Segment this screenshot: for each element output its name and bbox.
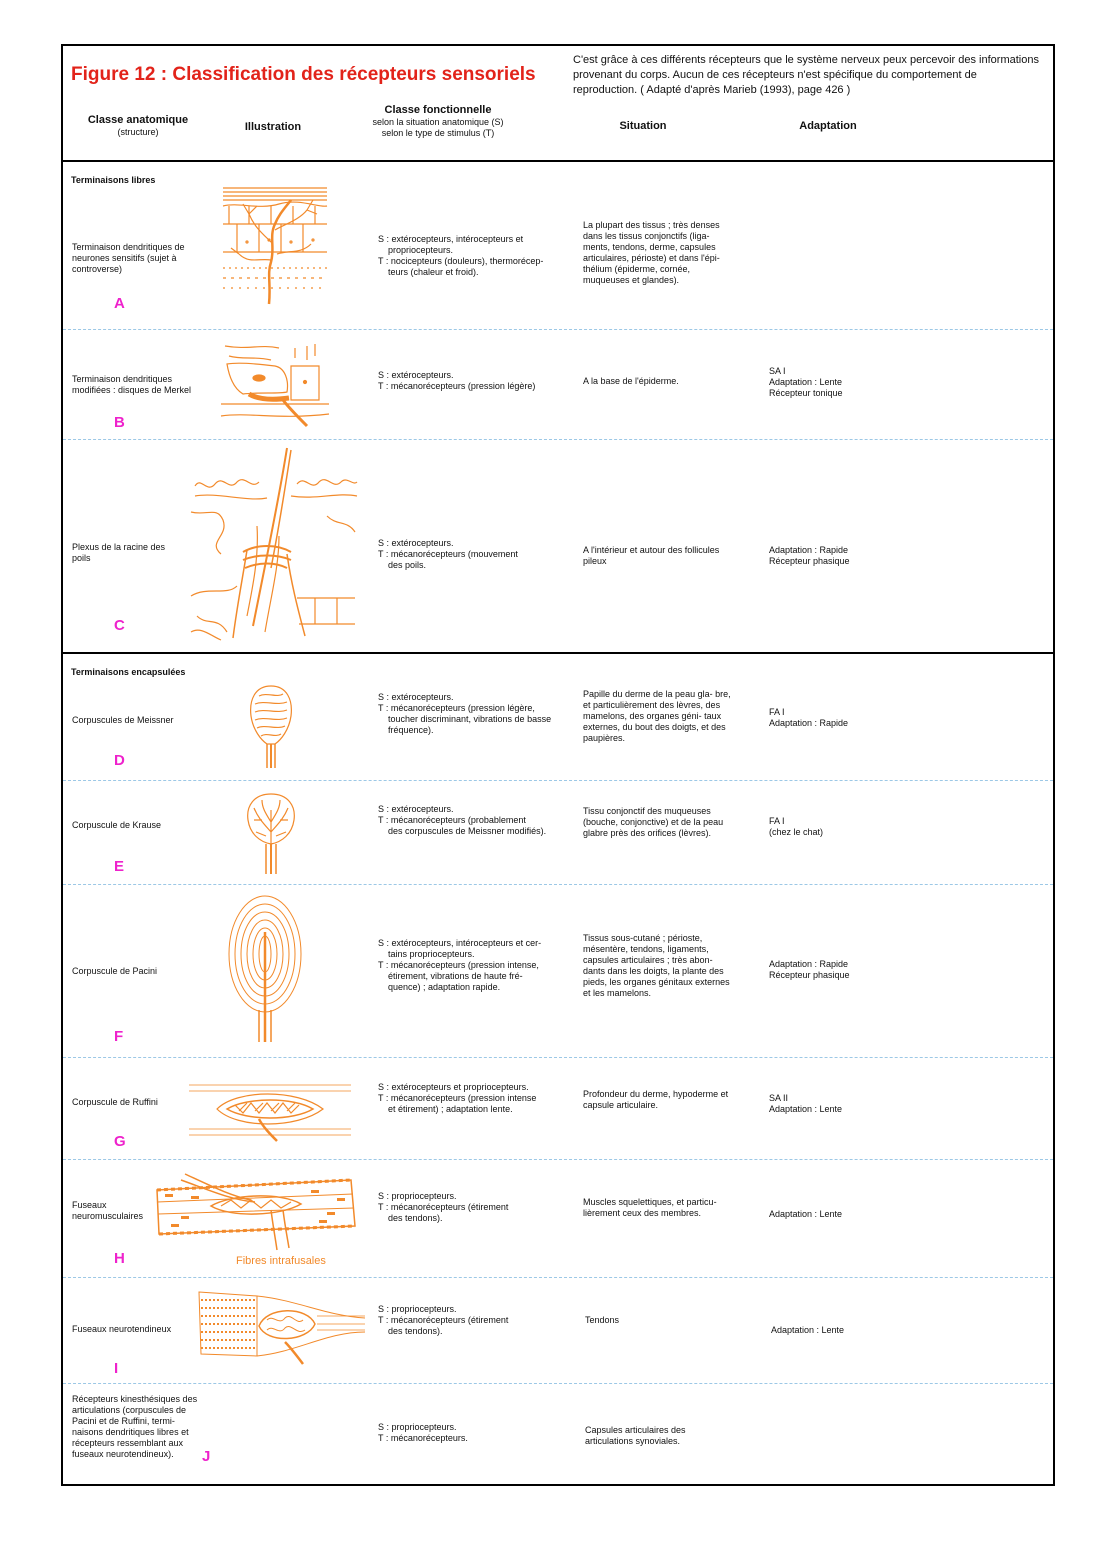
row-separator <box>63 329 1053 330</box>
table-header <box>63 46 1053 162</box>
row-e-t: T : mécanorécepteurs (probablement <box>378 815 526 825</box>
figure-title: Figure 12 : Classification des récepteurs sensoriels <box>71 64 536 85</box>
row-separator <box>63 1383 1053 1384</box>
col-fonc-label: Classe fonctionnelle <box>384 104 492 116</box>
row-c-anat: Plexus de la racine des poils <box>72 542 166 563</box>
row-h-letter: H <box>114 1250 125 1267</box>
row-b-situation: A la base de l'épiderme. <box>583 376 679 386</box>
row-f-t2: étirement, vibrations de haute fré- quence) ; adaptation rapide. <box>388 971 523 992</box>
row-d-s: S : extérocepteurs. <box>378 692 454 702</box>
row-h-adapt-0: Adaptation : Lente <box>769 1209 843 1219</box>
row-g-letter: G <box>114 1133 126 1150</box>
row-j-s: S : propriocepteurs. <box>378 1422 457 1432</box>
row-c-adapt-0: Adaptation : Rapide <box>769 545 849 555</box>
row-b-adapt-1: Adaptation : Lente <box>769 377 843 387</box>
row-d-fonction <box>378 692 553 736</box>
row-f-t: T : mécanorécepteurs (pression intense, <box>378 960 539 970</box>
ruffini-corpuscle-illustration <box>187 1079 353 1143</box>
row-f-adapt-0: Adaptation : Rapide <box>769 959 849 969</box>
row-j-anat: Récepteurs kinesthésiques des articulations (corpuscules de Pacini et de Ruffini, termi- naisons dendritiques libres et récepteurs ressemblant aux fuseaux neurotendineux). <box>72 1394 198 1459</box>
merkel-disc-illustration <box>219 342 331 432</box>
row-e-adapt-1: (chez le chat) <box>769 827 824 837</box>
free-nerve-endings-illustration <box>219 184 331 306</box>
row-d-situation: Papille du derme de la peau gla- bre, et particulièrement des lèvres, des mamelons, des organes géni- taux externes, du bout des doigts, et des paupières. <box>583 689 731 743</box>
meissner-corpuscle-illustration <box>247 684 295 770</box>
row-g-adapt-1: Adaptation : Lente <box>769 1104 843 1114</box>
row-b-adapt-2: Récepteur tonique <box>769 388 843 398</box>
row-f-fonction <box>378 938 553 993</box>
row-d-adapt-1: Adaptation : Rapide <box>769 718 849 728</box>
row-e-fonction <box>378 804 553 837</box>
row-d-t: T : mécanorécepteurs (pression légère, <box>378 703 535 713</box>
row-h-anat: Fuseaux neuromusculaires <box>72 1200 144 1221</box>
pacini-corpuscle-illustration <box>225 892 305 1044</box>
row-c-situation: A l'intérieur et autour des follicules pileux <box>583 545 720 566</box>
row-b-anat: Terminaison dendritiques modifiées : disques de Merkel <box>72 374 192 395</box>
row-a-letter: A <box>114 295 125 312</box>
row-g-t2: et étirement) ; adaptation lente. <box>388 1104 513 1114</box>
row-e-adaptation <box>769 816 899 838</box>
row-separator <box>63 884 1053 885</box>
column-header-illustration: Illustration <box>244 121 302 133</box>
neurotendinous-spindle-illustration <box>197 1286 367 1366</box>
row-h-s: S : propriocepteurs. <box>378 1191 457 1201</box>
row-separator <box>63 1159 1053 1160</box>
row-separator <box>63 780 1053 781</box>
intrafusal-fibres-caption: Fibres intrafusales <box>236 1255 326 1267</box>
row-d-adaptation <box>769 707 899 729</box>
row-b-adaptation <box>769 366 899 399</box>
column-header-adaptation: Adaptation <box>799 120 857 132</box>
hair-follicle-plexus-illustration <box>187 446 359 642</box>
row-i-t: T : mécanorécepteurs (étirement <box>378 1315 509 1325</box>
row-i-adapt-0: Adaptation : Lente <box>771 1325 845 1335</box>
row-separator <box>63 1057 1053 1058</box>
row-a-s2: propriocepteurs. <box>388 245 454 255</box>
row-c-adaptation <box>769 545 899 567</box>
section-title-encapsulees: Terminaisons encapsulées <box>71 667 186 677</box>
row-h-t: T : mécanorécepteurs (étirement <box>378 1202 509 1212</box>
neuromuscular-spindle-illustration <box>151 1170 357 1252</box>
row-i-situation: Tendons <box>585 1315 620 1325</box>
row-j-situation: Capsules articulaires des articulations synoviales. <box>585 1425 686 1446</box>
row-f-situation: Tissus sous-cutané ; périoste, mésentère, tendons, ligaments, capsules articulaires ; très abon- dants dans les doigts, la plante des pieds, les organes génitaux externes et les mamelons. <box>583 933 730 998</box>
row-c-s: S : extérocepteurs. <box>378 538 454 548</box>
row-g-anat: Corpuscule de Ruffini <box>72 1097 158 1107</box>
row-h-fonction <box>378 1191 553 1224</box>
row-j-fonction <box>378 1422 553 1444</box>
col-anat-sub: (structure) <box>117 127 159 137</box>
row-f-s2: tains propriocepteurs. <box>388 949 475 959</box>
row-a-anat: Terminaison dendritiques de neurones sensitifs (sujet à controverse) <box>72 242 185 274</box>
row-b-letter: B <box>114 414 125 431</box>
row-h-situation: Muscles squelettiques, et particu- lièrement ceux des membres. <box>583 1197 717 1218</box>
row-e-adapt-0: FA I <box>769 816 785 826</box>
col-fonc-sub1: selon la situation anatomique (S) <box>372 117 504 127</box>
row-h-adaptation <box>769 1209 899 1220</box>
row-c-letter: C <box>114 617 125 634</box>
row-g-situation: Profondeur du derme, hypoderme et capsule articulaire. <box>583 1089 729 1110</box>
row-a-s: S : extérocepteurs, intérocepteurs et <box>378 234 524 244</box>
row-e-anat: Corpuscule de Krause <box>72 820 162 830</box>
row-f-anat: Corpuscule de Pacini <box>72 966 158 976</box>
row-g-t: T : mécanorécepteurs (pression intense <box>378 1093 537 1103</box>
row-f-adapt-1: Récepteur phasique <box>769 970 850 980</box>
col-anat-label: Classe anatomique <box>87 114 189 126</box>
column-header-fonctionnelle <box>353 104 523 139</box>
row-e-s: S : extérocepteurs. <box>378 804 454 814</box>
row-i-s: S : propriocepteurs. <box>378 1304 457 1314</box>
row-g-adaptation <box>769 1093 899 1115</box>
row-i-anat: Fuseaux neurotendineux <box>72 1324 172 1334</box>
row-b-t: T : mécanorécepteurs (pression légère) <box>378 381 536 391</box>
row-j-t: T : mécanorécepteurs. <box>378 1433 468 1443</box>
row-j-letter: J <box>202 1448 211 1465</box>
row-b-adapt-0: SA I <box>769 366 786 376</box>
classification-table <box>61 44 1055 1486</box>
krause-corpuscle-illustration <box>244 790 298 876</box>
row-g-adapt-0: SA II <box>769 1093 789 1103</box>
row-separator <box>63 439 1053 440</box>
row-a-fonction <box>378 234 553 278</box>
figure-note: C'est grâce à ces différents récepteurs que le système nerveux peux percevoir des informations provenant du corps. Aucun de ces récepteurs n'est spécifique du comportement de reproduction. ( Adapté d'après Marieb (1993), page 426 ) <box>573 54 1039 96</box>
row-c-t: T : mécanorécepteurs (mouvement <box>378 549 518 559</box>
row-h-t2: des tendons). <box>388 1213 443 1223</box>
row-i-t2: des tendons). <box>388 1326 443 1336</box>
row-f-adaptation <box>769 959 899 981</box>
row-e-t2: des corpuscules de Meissner modifiés). <box>388 826 547 836</box>
row-separator <box>63 1277 1053 1278</box>
row-b-s: S : extérocepteurs. <box>378 370 454 380</box>
col-fonc-sub2: selon le type de stimulus (T) <box>381 128 495 138</box>
row-a-situation: La plupart des tissus ; très denses dans les tissus conjonctifs (liga- ments, tendons, derme, capsules articulaires, périoste) et dans l'épi- thélium (épiderme, cornée, muqueuses et glandes). <box>583 220 720 285</box>
row-a-t: T : nocicepteurs (douleurs), thermorécep- <box>378 256 544 266</box>
row-i-letter: I <box>114 1360 119 1377</box>
row-d-letter: D <box>114 752 125 769</box>
section-separator <box>63 652 1053 654</box>
row-e-letter: E <box>114 858 125 875</box>
row-b-fonction <box>378 370 553 392</box>
row-d-adapt-0: FA I <box>769 707 785 717</box>
row-i-fonction <box>378 1304 553 1337</box>
column-header-situation: Situation <box>619 120 667 132</box>
row-c-fonction <box>378 538 553 571</box>
row-g-fonction <box>378 1082 553 1115</box>
row-a-t2: teurs (chaleur et froid). <box>388 267 479 277</box>
row-i-adaptation <box>771 1325 901 1336</box>
section-title-libres: Terminaisons libres <box>71 175 156 185</box>
row-d-t2: toucher discriminant, vibrations de basse fréquence). <box>388 714 552 735</box>
column-header-anatomique <box>73 114 203 138</box>
row-f-s: S : extérocepteurs, intérocepteurs et cer- <box>378 938 542 948</box>
row-c-t2: des poils. <box>388 560 427 570</box>
row-g-s: S : extérocepteurs et propriocepteurs. <box>378 1082 529 1092</box>
row-e-situation: Tissu conjonctif des muqueuses (bouche, conjonctive) et de la peau glabre près des orifices (lèvres). <box>583 806 724 838</box>
row-f-letter: F <box>114 1028 124 1045</box>
row-d-anat: Corpuscules de Meissner <box>72 715 174 725</box>
row-c-adapt-1: Récepteur phasique <box>769 556 850 566</box>
